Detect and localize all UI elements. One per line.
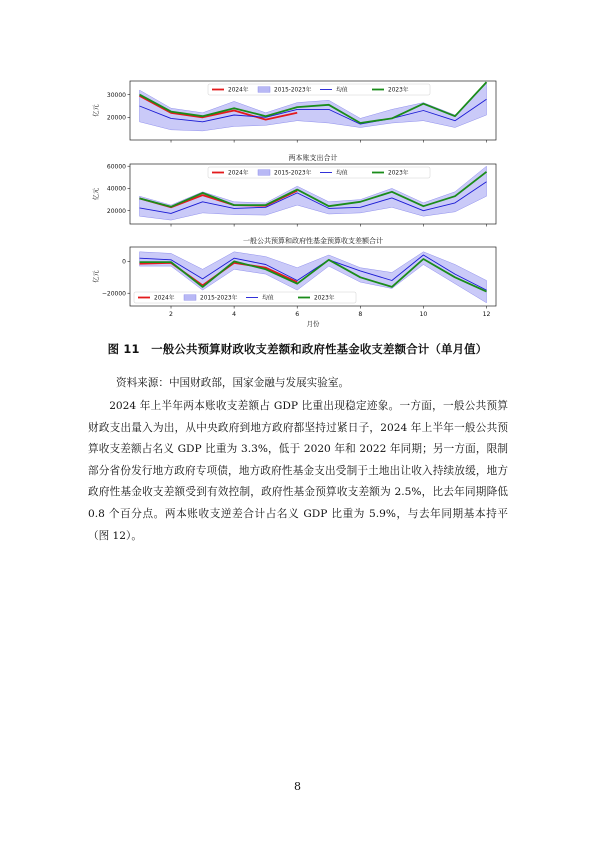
x-tick-label: 2 [169, 311, 173, 318]
y-tick-label: 0 [122, 258, 126, 266]
y-tick-label: 20000 [106, 207, 126, 215]
y-axis-label: 亿元 [93, 187, 100, 201]
legend-label: 2015-2023年 [274, 170, 312, 177]
legend-swatch [184, 295, 196, 301]
x-tick-label: 6 [295, 311, 300, 318]
data-source-note: 资料来源：中国财政部，国家金融与发展实验室。 [116, 377, 350, 389]
legend-swatch [258, 170, 270, 176]
figure-11 [88, 76, 508, 328]
legend-label: 2015-2023年 [274, 87, 312, 94]
figure-caption: 图 11 一般公共预算财政收支差额和政府性基金收支差额合计（单月值） [107, 342, 488, 356]
chart-panel-3 [128, 247, 497, 309]
legend-label: 2023年 [314, 295, 335, 302]
x-tick-label: 4 [232, 311, 237, 318]
body-paragraph: 2024 年上半年两本账收支差额占 GDP 比重出现稳定迹象。一方面，一般公共预算财政支出量入为出，从中央政府到地方政府都坚持过紧日子，2024 年上半年一般公共预算收支差额占名义 GDP 比重为 3.3%，低于 2020 年和 2022 年同期；另一方面，限制部分省份发行地方政府专项债，地方政府性基金支出受制于土地出让收入持续放缓，地方政府性基金收支差额受到有效控制，政府性基金预算收支差额为 2.5%，比去年同期降低 0.8 个百分点。两本账收支逆差合计占名义 GDP 比重为 5.9%，与去年同期基本持平（图 12）。 [88, 400, 508, 542]
legend-label: 2024年 [154, 295, 175, 302]
x-tick-label: 12 [482, 311, 491, 318]
y-tick-label: −20000 [101, 290, 126, 298]
page-number: 8 [294, 780, 301, 793]
legend-label: 均值 [336, 87, 348, 94]
figure-svg [88, 76, 508, 328]
legend-label: 2024年 [228, 87, 249, 94]
legend-label: 均值 [336, 170, 348, 177]
x-tick-label: 8 [358, 311, 363, 318]
y-tick-label: 20000 [106, 114, 126, 122]
legend-label: 2023年 [388, 170, 409, 177]
x-tick-label: 10 [419, 311, 428, 318]
y-tick-label: 30000 [106, 91, 126, 99]
y-tick-label: 40000 [106, 185, 126, 193]
legend-label: 2023年 [388, 87, 409, 94]
chart-title: 一般公共预算和政府性基金预算收支差额合计 [243, 237, 383, 245]
legend-swatch [258, 87, 270, 93]
x-axis-label: 月份 [306, 320, 320, 328]
legend-label: 2015-2023年 [200, 295, 238, 302]
y-axis-label: 亿元 [93, 270, 100, 283]
chart-title: 两本账支出合计 [288, 154, 338, 162]
chart-panel-2 [128, 164, 497, 227]
y-axis-label: 亿元 [93, 104, 100, 117]
y-tick-label: 60000 [106, 163, 126, 171]
chart-panel-1 [128, 81, 497, 143]
legend-label: 2024年 [228, 170, 249, 177]
legend-label: 均值 [262, 295, 274, 302]
